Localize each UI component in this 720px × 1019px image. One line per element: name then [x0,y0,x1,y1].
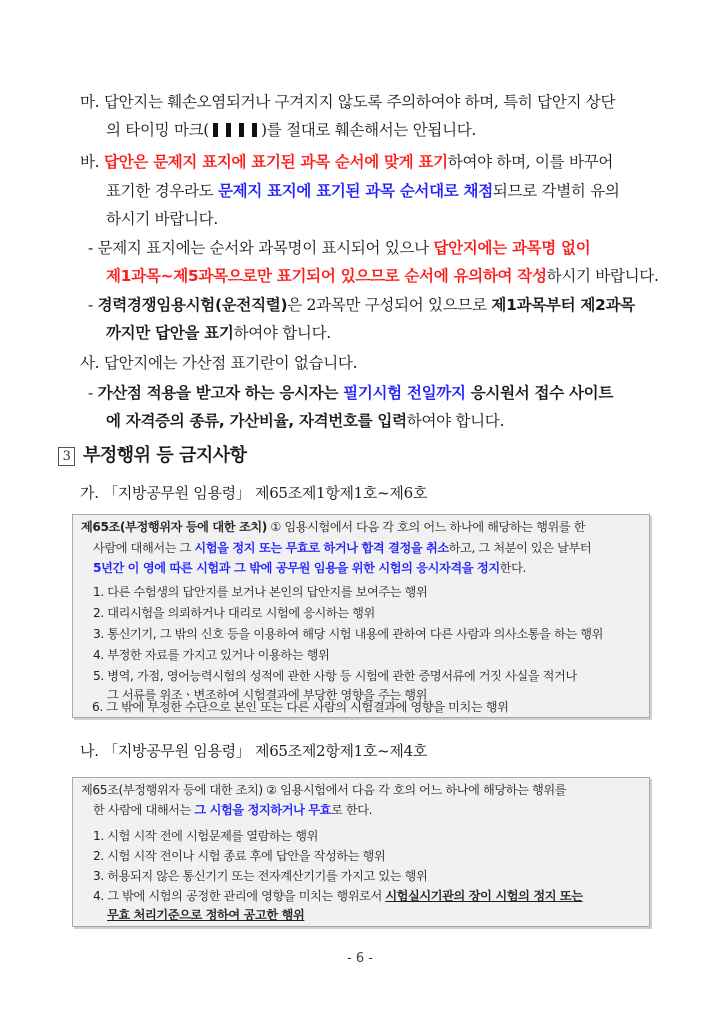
lawbox2-item4-underlined2: 무효 처리기준으로 정하여 공고한 행위 [107,908,305,922]
lawbox2-list-item: 2. 시험 시작 전이나 시험 종료 후에 답안을 작성하는 행위 [93,849,386,863]
sub-ga-marker: 가. [80,484,99,502]
lawbox2-line2 [93,801,372,819]
lawbox1-list-item-6: 6. 그 밖에 부정한 수단으로 본인 또는 다른 사람의 시험결과에 영향을 미치는 행위 [92,700,509,714]
lawbox2-line2-blue: 그 시험을 정지하거나 무효 [194,803,332,817]
sub-na-marker: 나. [80,742,99,760]
section-number-box: 3 [58,447,75,466]
lawbox2-item4-underlined1: 시험실시기관의 장이 시험의 정지 또는 [385,889,583,903]
lawbox2-item4-pre: 4. 그 밖에 시험의 공정한 관리에 영향을 미치는 행위로서 [93,889,386,903]
item-ba-text3: 하시기 바랍니다. [106,210,218,228]
lawbox2-line2-post: 로 한다. [331,803,373,817]
item-sa-text1: 답안지에는 가산점 표기란이 없습니다. [103,354,358,372]
lawbox1-line3-post: 한다. [499,561,526,575]
dash3-marker: - [88,384,93,402]
lawbox1-head [81,518,585,536]
lawbox1-list-item: 2. 대리시험을 의뢰하거나 대리로 시험에 응시하는 행위 [93,606,375,620]
lawbox1-head-rest: ① 임용시험에서 다음 각 호의 어느 하나에 해당하는 행위를 한 [266,520,586,534]
dash2-bold3: 까지만 답안을 표기 [106,324,234,342]
dash3-blue-emphasis: 필기시험 전일까지 [343,384,466,402]
lawbox2-list-item: 3. 허용되지 않은 통신기기 또는 전자계산기기를 가지고 있는 행위 [93,869,428,883]
item-ba-line3 [106,209,218,229]
lawbox2-list-item-4 [93,887,583,905]
lawbox1-list-item: 4. 부정한 자료를 가지고 있거나 이용하는 행위 [93,648,330,662]
item-ma-text2-pre: 의 타이밍 마크( [106,121,210,139]
lawbox1-list-item: 3. 통신기기, 그 밖의 신호 등을 이용하여 해당 시험 내용에 관하여 다른 사람과 의사소통을 하는 행위 [93,627,603,641]
page-number: - 6 - [347,951,373,966]
section-heading [58,441,247,467]
dash1-red-emphasis2: 제1과목~제5과목으로만 표기되어 있으므로 순서에 유의하여 작성 [106,267,547,285]
dash1-line2 [106,266,659,286]
item-sa-marker: 사. [80,354,100,372]
timing-mark-icon [209,122,261,142]
item-ba-text2-pre: 표기한 경우라도 [106,182,218,200]
dash3-line1 [88,383,613,403]
dash3-post: 하여야 합니다. [406,412,505,430]
lawbox1-list-item: 1. 다른 수험생의 답안지를 보거나 본인의 답안지를 보여주는 행위 [93,585,428,599]
item-ba-line1 [80,152,613,172]
item-ma-line1 [80,92,615,112]
dash2-post: 하여야 합니다. [233,324,331,342]
item-ba-red-emphasis: 답안은 문제지 표지에 표기된 과목 순서에 맞게 표기 [103,153,448,171]
dash2-mid: 은 2과목만 구성되어 있으므로 [287,296,492,314]
dash2-marker: - [88,296,93,314]
item-ba-text2-post: 되므로 각별히 유의 [492,182,620,200]
lawbox1-article-title: 제65조(부정행위자 등에 대한 조치) [81,520,267,534]
item-sa-line1 [80,353,357,373]
lawbox1-line2-post: 하고, 그 처분이 있은 날부터 [448,541,592,555]
lawbox2-head: 제65조(부정행위자 등에 대한 조치) ② 임용시험에서 다음 각 호의 어느 하나에 해당하는 행위를 [81,783,567,797]
item-ba-blue-emphasis: 문제지 표지에 표기된 과목 순서대로 채점 [217,182,493,200]
lawbox1-list-item: 5. 병역, 가점, 영어능력시험의 성적에 관한 사항 등 시험에 관한 증명서류에 거짓 사실을 적거나 [93,669,577,683]
sub-na-text: 「지방공무원 임용령」 제65조제2항제1호~제4호 [103,742,428,760]
dash2-line1 [88,295,635,315]
item-ma-line2 [106,120,476,142]
lawbox1-line3-blue: 5년간 이 영에 따른 시험과 그 밖에 공무원 임용을 위한 시험의 응시자격을 정지 [93,561,500,575]
dash2-bold2: 제1과목부터 제2과목 [491,296,635,314]
lawbox1-list-item-continued: 그 서류를 위조ㆍ변조하여 시험결과에 부당한 영향을 주는 행위 [107,688,428,702]
lawbox1-line2-blue: 시험을 정지 또는 무효로 하거나 합격 결정을 취소 [194,541,449,555]
item-ba-marker: 바. [80,153,100,171]
dash1-text2-post: 하시기 바랍니다. [546,267,659,285]
dash3-bold1: 가산점 적용을 받고자 하는 응시자는 [97,384,344,402]
item-ba-line2 [106,181,620,201]
law-box-article65-para1 [72,514,650,718]
sub-ga-heading [80,483,427,503]
lawbox1-line2 [93,539,591,557]
dash1-marker: - [88,239,93,257]
section-title-text: 부정행위 등 금지사항 [83,445,247,466]
lawbox2-line2-pre: 한 사람에 대해서는 [93,803,195,817]
lawbox1-line3 [93,559,526,577]
dash1-red-emphasis1: 답안지에는 과목명 없이 [433,239,591,257]
dash2-bold1: 경력경쟁임용시험(운전직렬) [97,296,288,314]
lawbox1-line2-pre: 사람에 대해서는 그 [93,541,195,555]
item-ma-text1: 답안지는 훼손오염되거나 구겨지지 않도록 주의하여야 하며, 특히 답안지 상단 [103,93,616,111]
lawbox2-item4-continued [107,906,304,924]
item-ba-text1-rest: 하여야 하며, 이를 바꾸어 [447,153,614,171]
sub-ga-text: 「지방공무원 임용령」 제65조제1항제1호~제6호 [103,484,428,502]
item-ma-marker: 마. [80,93,100,111]
dash3-line2 [106,411,504,431]
dash1-line1 [88,238,590,258]
law-box-article65-para2 [72,777,650,927]
dash3-bold2: 응시원서 접수 사이트 [465,384,613,402]
dash2-line2 [106,323,331,343]
dash3-bold3: 에 자격증의 종류, 가산비율, 자격번호를 입력 [106,412,407,430]
lawbox2-list-item: 1. 시험 시작 전에 시험문제를 열람하는 행위 [93,829,319,843]
sub-na-heading [80,741,427,761]
dash1-text1-pre: 문제지 표지에는 순서와 과목명이 표시되어 있으나 [97,239,434,257]
item-ma-text2-post: )를 절대로 훼손해서는 안됩니다. [261,121,477,139]
